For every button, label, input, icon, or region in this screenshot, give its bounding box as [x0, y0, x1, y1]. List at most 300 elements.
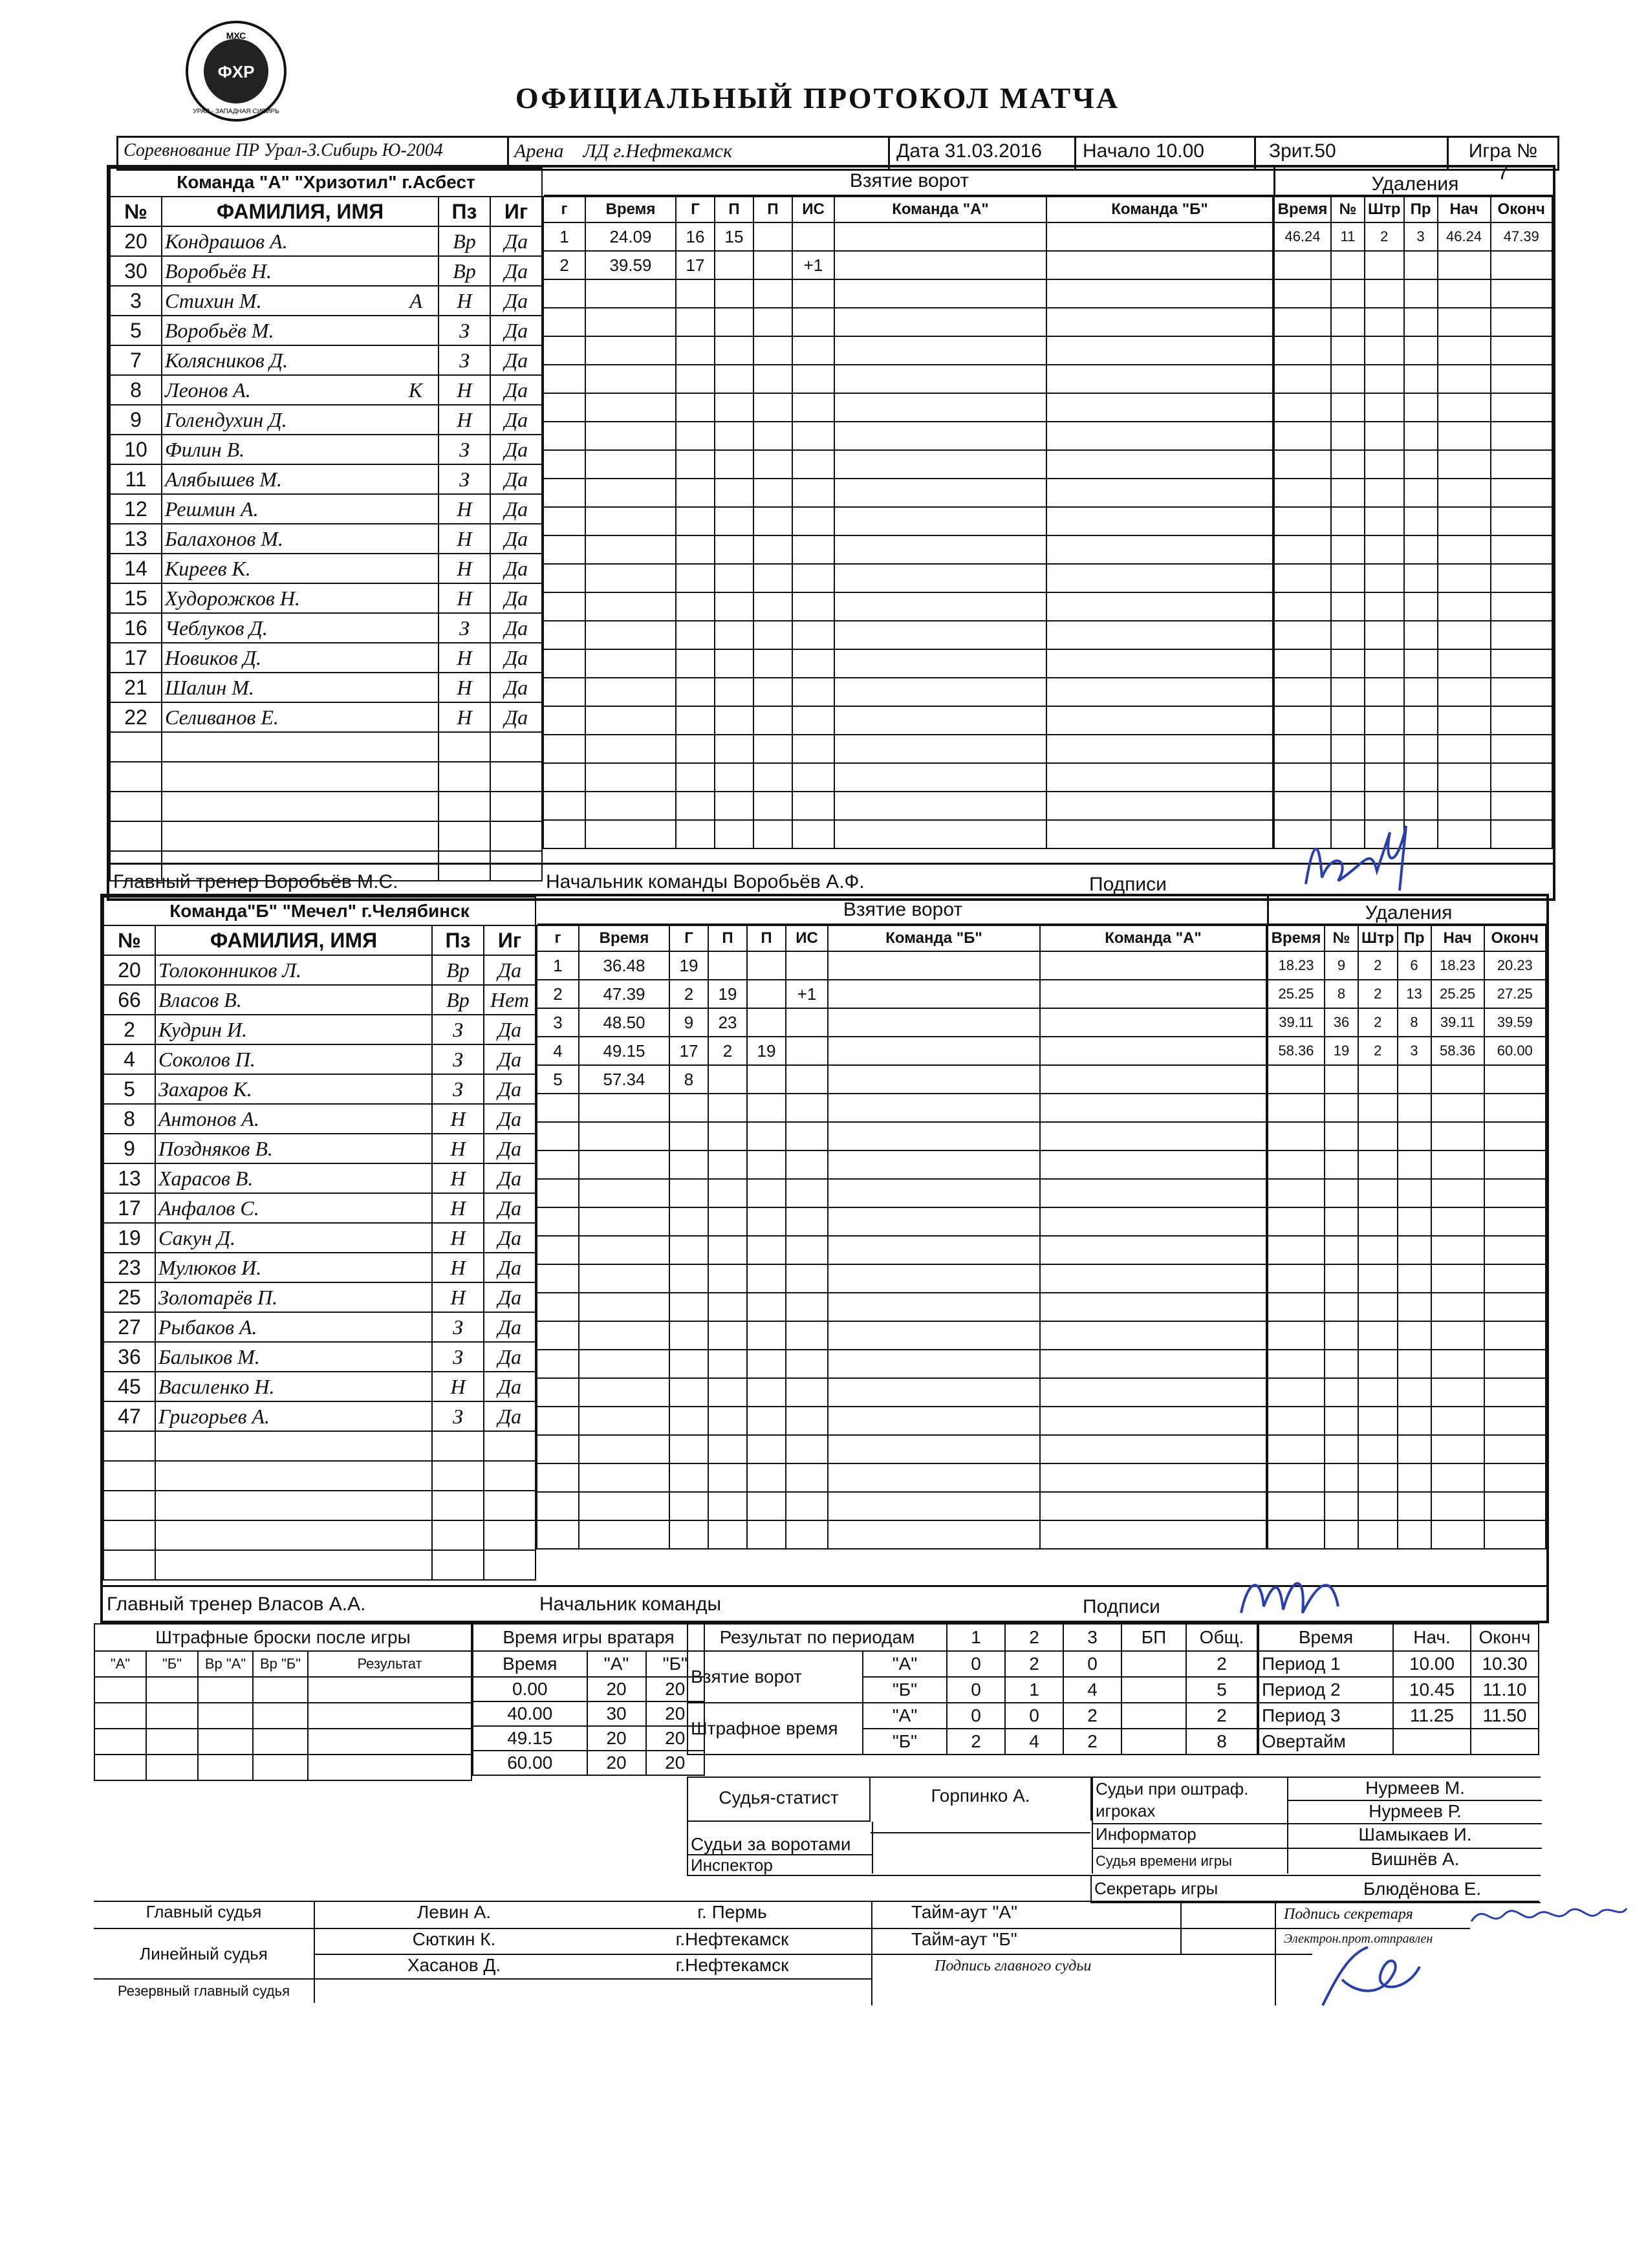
penalty-reason: [1398, 1520, 1431, 1549]
goal-p2: [753, 763, 792, 792]
player-name-text: Мулюков И.: [158, 1255, 262, 1279]
goal-g: [669, 1264, 708, 1293]
penalty-reason: [1398, 1065, 1431, 1094]
goal-time: [585, 592, 676, 621]
penalty-min: [1358, 1179, 1398, 1207]
goal-p1: [708, 1293, 747, 1321]
goal-p1: [715, 251, 753, 279]
pen-col-end: Оконч: [1484, 925, 1546, 951]
penalty-row: [1274, 592, 1552, 621]
goal-g: [676, 621, 715, 649]
penalty-row: [1268, 1350, 1546, 1378]
timekeeper-label: Судья времени игры: [1096, 1853, 1232, 1869]
penalty-min: 2: [1358, 951, 1398, 980]
player-position: Н: [439, 494, 490, 524]
penalty-row: [1274, 678, 1552, 706]
goal-col-assist2: П: [747, 925, 786, 951]
penalty-reason: [1398, 1179, 1431, 1207]
pim-row-label: Штрафное время: [688, 1703, 863, 1755]
penalty-start: [1431, 1094, 1484, 1122]
goal-p1: [715, 393, 753, 422]
goal-p2: [747, 1236, 786, 1264]
period-cell: [1121, 1729, 1186, 1755]
player-position: З: [432, 1312, 484, 1342]
goal-team-right: [1040, 1435, 1266, 1463]
period-cell: [1121, 1703, 1186, 1729]
penalty-end: [1491, 735, 1552, 763]
goal-is: [792, 792, 834, 820]
player-position: З: [439, 345, 490, 375]
goal-p1: [715, 792, 753, 820]
penalty-end: [1491, 450, 1552, 479]
goalie-cell: 40.00: [473, 1701, 587, 1726]
goal-p1: [708, 1264, 747, 1293]
player-name: [162, 821, 439, 851]
roster-row: [103, 1461, 536, 1491]
penalty-end: [1484, 1435, 1546, 1463]
goal-p1: [708, 1520, 747, 1549]
goal-time: 24.09: [585, 222, 676, 251]
shootout-col-a: "А": [94, 1651, 146, 1677]
ref-line-1: [315, 1928, 871, 1929]
timekeeper-value: Вишнёв А.: [1370, 1849, 1460, 1869]
roster-row: [103, 1312, 536, 1342]
player-name-text: Сакун Д.: [158, 1226, 235, 1249]
penalty-num: [1331, 792, 1365, 820]
player-position: З: [439, 613, 490, 643]
penalty-row: [1274, 365, 1552, 393]
goal-team-right: [1040, 1293, 1266, 1321]
goal-p2: [753, 279, 792, 308]
goal-g: [669, 1207, 708, 1236]
penalty-row: [1268, 1008, 1546, 1037]
captain-mark: А: [409, 288, 422, 312]
goal-p2: [747, 1150, 786, 1179]
goal-team-left: [834, 735, 1046, 763]
goal-g: [543, 279, 585, 308]
goal-g: [543, 450, 585, 479]
period-results-table: [687, 1623, 1258, 1755]
roster-row: [103, 1431, 536, 1461]
player-number: [103, 1520, 155, 1550]
roster-row: [110, 673, 542, 702]
penalty-time: [1268, 1179, 1325, 1207]
goalie-cell: 20: [587, 1677, 646, 1701]
goal-p1: [715, 507, 753, 535]
roster-row: [110, 345, 542, 375]
penalty-num: [1325, 1122, 1358, 1150]
player-name: [162, 226, 439, 256]
penalty-start: [1431, 1463, 1484, 1492]
roster-row: [103, 1074, 536, 1104]
goal-team-right: [1046, 279, 1273, 308]
goal-time: [585, 649, 676, 678]
penalty-num: [1325, 1435, 1358, 1463]
player-played: [484, 1491, 536, 1520]
penalty-row: [1268, 1150, 1546, 1179]
player-number: 25: [103, 1282, 155, 1312]
goal-g: [669, 1122, 708, 1150]
goal-time: [579, 1463, 669, 1492]
col-played: Иг: [490, 197, 542, 226]
penalty-min: [1358, 1207, 1398, 1236]
penalty-time: [1274, 792, 1331, 820]
goal-is: [786, 1520, 828, 1549]
goal-is: [786, 1150, 828, 1179]
goal-g: 16: [676, 222, 715, 251]
goal-p2: [747, 951, 786, 980]
goal-team-left: [834, 222, 1046, 251]
penalty-num: [1331, 507, 1365, 535]
penalty-time: [1268, 1378, 1325, 1407]
goal-row: [543, 763, 1273, 792]
goal-p1: [708, 1179, 747, 1207]
roster-row: [110, 613, 542, 643]
goal-g: [537, 1293, 579, 1321]
goal-p2: [753, 336, 792, 365]
pen-col-min: Штр: [1365, 197, 1404, 222]
goal-team-left: [828, 1236, 1040, 1264]
player-position: Вр: [439, 256, 490, 286]
goal-team-right: [1040, 1321, 1266, 1350]
penalty-min: [1365, 365, 1404, 393]
penalty-min: [1365, 393, 1404, 422]
player-name-text: Власов В.: [158, 988, 242, 1011]
goal-g: 3: [537, 1008, 579, 1037]
player-played: Да: [484, 1044, 536, 1074]
goal-p2: [747, 1407, 786, 1435]
goal-time: [579, 1378, 669, 1407]
player-name-text: Колясников Д.: [165, 348, 288, 372]
player-number: 17: [110, 643, 162, 673]
goal-g: 5: [537, 1065, 579, 1094]
goal-is: [786, 1008, 828, 1037]
goal-g: [676, 706, 715, 735]
player-played: Да: [490, 524, 542, 554]
player-name-text: Голендухин Д.: [165, 407, 287, 431]
player-number: 15: [110, 583, 162, 613]
player-played: Да: [484, 1104, 536, 1134]
goalie-cell: 20: [646, 1726, 704, 1751]
penalty-reason: [1404, 393, 1438, 422]
sign-line: [1276, 1928, 1470, 1929]
player-position: [432, 1431, 484, 1461]
penalty-num: 11: [1331, 222, 1365, 251]
player-played: Да: [484, 955, 536, 985]
penalty-start: [1438, 365, 1491, 393]
goal-time: [585, 735, 676, 763]
goal-is: [792, 279, 834, 308]
player-number: 17: [103, 1193, 155, 1223]
penalty-end: [1484, 1492, 1546, 1520]
player-played: Да: [484, 1134, 536, 1163]
goal-col-team-a: Команда "А": [1040, 925, 1266, 951]
player-number: 9: [103, 1134, 155, 1163]
goal-g: [676, 820, 715, 848]
player-position: З: [439, 316, 490, 345]
penalty-reason: [1404, 621, 1438, 649]
player-name: [155, 1431, 432, 1461]
goal-is: [786, 1094, 828, 1122]
player-name: [162, 375, 439, 405]
penalty-num: [1331, 621, 1365, 649]
goal-g: [669, 1435, 708, 1463]
team-b-penalties-table: [1267, 925, 1546, 1550]
goal-p2: [753, 308, 792, 336]
player-name: [155, 955, 432, 985]
penalty-row: [1274, 763, 1552, 792]
penalty-min: [1365, 279, 1404, 308]
player-name: [162, 345, 439, 375]
player-number: 14: [110, 554, 162, 583]
player-name-text: Стихин М.: [165, 288, 262, 312]
goal-p1: [708, 951, 747, 980]
goal-team-right: [1046, 336, 1273, 365]
player-name-text: Соколов П.: [158, 1047, 255, 1071]
penalty-reason: [1404, 450, 1438, 479]
pen-col-num: №: [1331, 197, 1365, 222]
player-number: [103, 1491, 155, 1520]
player-number: 20: [110, 226, 162, 256]
penalty-end: [1484, 1065, 1546, 1094]
goal-time: [585, 706, 676, 735]
goal-row: [543, 621, 1273, 649]
goal-row: [537, 1293, 1266, 1321]
penalty-min: 2: [1365, 222, 1404, 251]
period-time-label: Овертайм: [1259, 1729, 1393, 1755]
penalty-end: [1491, 763, 1552, 792]
player-name-text: Кондрашов А.: [165, 229, 288, 253]
goal-team-right: [1040, 1463, 1266, 1492]
penalty-row: [1274, 649, 1552, 678]
goal-g: [543, 308, 585, 336]
player-name: [155, 1520, 432, 1550]
penalty-min: [1358, 1094, 1398, 1122]
goal-p1: [708, 1150, 747, 1179]
roster-row: [103, 1491, 536, 1520]
goal-judges-label: Судьи за воротами: [688, 1822, 873, 1855]
player-played: Да: [490, 226, 542, 256]
goal-row: [543, 479, 1273, 507]
goal-team-left: [828, 1350, 1040, 1378]
goal-g: [543, 706, 585, 735]
goal-p2: [753, 792, 792, 820]
goal-p1: [715, 820, 753, 848]
goal-time: [585, 507, 676, 535]
penalty-time: [1274, 365, 1331, 393]
goalie-row: [473, 1677, 704, 1701]
goal-team-left: [834, 365, 1046, 393]
penalty-num: 19: [1325, 1037, 1358, 1065]
goal-team-left: [828, 1435, 1040, 1463]
goal-team-left: [834, 792, 1046, 820]
goal-p1: [715, 621, 753, 649]
period-cell: 8: [1186, 1729, 1257, 1755]
penalty-time: [1274, 706, 1331, 735]
goal-col-scorer: Г: [669, 925, 708, 951]
penalty-end: [1484, 1236, 1546, 1264]
penalty-start: [1438, 592, 1491, 621]
goal-time: [579, 1150, 669, 1179]
period-cell: 2: [1005, 1651, 1063, 1677]
penalty-row: [1268, 1378, 1546, 1407]
logo-bottom-text: УРАЛ - ЗАПАДНАЯ СИБИРЬ: [193, 108, 279, 115]
penalty-min: [1365, 450, 1404, 479]
goal-p1: [715, 422, 753, 450]
goal-is: [792, 308, 834, 336]
player-name: [155, 1163, 432, 1193]
period-col-3: 3: [1063, 1624, 1121, 1651]
secretary-signature: [1465, 1895, 1633, 1934]
player-number: 13: [110, 524, 162, 554]
player-name-text: Харасов В.: [158, 1166, 254, 1190]
penalty-min: [1358, 1122, 1398, 1150]
penalty-end: [1484, 1350, 1546, 1378]
player-played: Да: [490, 435, 542, 464]
player-played: Да: [490, 375, 542, 405]
penalty-reason: [1398, 1350, 1431, 1378]
goal-row: [537, 1492, 1266, 1520]
goal-g: [669, 1150, 708, 1179]
period-cell: 0: [947, 1651, 1005, 1677]
period-cell: 4: [1063, 1677, 1121, 1703]
goal-time: 39.59: [585, 251, 676, 279]
penalty-start: [1438, 564, 1491, 592]
player-played: Да: [490, 643, 542, 673]
roster-row: [103, 1372, 536, 1401]
player-position: З: [439, 435, 490, 464]
penalty-num: [1331, 365, 1365, 393]
goal-p2: [753, 479, 792, 507]
goal-time: 36.48: [579, 951, 669, 980]
player-name: [155, 1223, 432, 1253]
goal-time: [585, 564, 676, 592]
goal-team-left: [828, 1407, 1040, 1435]
penalty-reason: 13: [1398, 980, 1431, 1008]
goal-g: [543, 763, 585, 792]
player-number: 16: [110, 613, 162, 643]
goal-g: [676, 308, 715, 336]
player-position: [432, 1550, 484, 1580]
penalty-start: [1438, 706, 1491, 735]
penalty-min: [1358, 1435, 1398, 1463]
penalty-min: [1365, 735, 1404, 763]
player-number: 45: [103, 1372, 155, 1401]
goal-g: 17: [669, 1037, 708, 1065]
goal-row: [537, 1065, 1266, 1094]
goal-is: [786, 1065, 828, 1094]
goal-is: [792, 365, 834, 393]
goal-team-left: [834, 507, 1046, 535]
player-position: Н: [439, 554, 490, 583]
penalty-min: [1358, 1321, 1398, 1350]
goal-g: [537, 1207, 579, 1236]
team-a-section: [107, 165, 1555, 901]
player-name: [155, 1282, 432, 1312]
goal-p1: [708, 1378, 747, 1407]
penalty-time: [1268, 1122, 1325, 1150]
goal-p2: [747, 1463, 786, 1492]
goal-team-left: [834, 450, 1046, 479]
penalty-reason: [1404, 422, 1438, 450]
goal-team-right: [1046, 706, 1273, 735]
player-played: Да: [484, 1342, 536, 1372]
player-name: [155, 1104, 432, 1134]
goal-is: [786, 1293, 828, 1321]
player-played: [484, 1431, 536, 1461]
goal-g: [537, 1179, 579, 1207]
reserve-referee-label: Резервный главный судья: [94, 1980, 315, 2003]
goal-g: [537, 1321, 579, 1350]
goal-g: [669, 1378, 708, 1407]
player-name-text: Захаров К.: [158, 1077, 252, 1101]
goal-g: [676, 336, 715, 365]
period-time-end: 11.50: [1471, 1703, 1539, 1729]
goal-team-left: [828, 1150, 1040, 1179]
player-played: Нет: [484, 985, 536, 1015]
player-position: [432, 1491, 484, 1520]
goals-row-label: Взятие ворот: [688, 1651, 863, 1703]
penalty-reason: [1404, 535, 1438, 564]
penalty-judges-label: Судьи при оштраф. игроках: [1093, 1778, 1287, 1824]
goal-p2: [747, 1492, 786, 1520]
team-b-roster: [103, 896, 536, 1581]
goalie-row: [473, 1751, 704, 1775]
penalty-start: [1431, 1264, 1484, 1293]
goal-team-left: [834, 308, 1046, 336]
player-played: Да: [490, 702, 542, 732]
roster-row: [103, 1015, 536, 1044]
player-name-text: Василенко Н.: [158, 1374, 275, 1398]
penalty-num: [1331, 308, 1365, 336]
goal-team-left: [834, 763, 1046, 792]
penalty-row: [1268, 1122, 1546, 1150]
goalie-cell: 20: [646, 1677, 704, 1701]
player-number: 30: [110, 256, 162, 286]
player-position: Н: [432, 1282, 484, 1312]
penalty-row: [1268, 1321, 1546, 1350]
goal-team-right: [1046, 678, 1273, 706]
penalty-time: [1274, 422, 1331, 450]
player-name: [162, 286, 439, 316]
penalty-end: 39.59: [1484, 1008, 1546, 1037]
goal-team-right: [1040, 1008, 1266, 1037]
goal-g: [537, 1378, 579, 1407]
player-played: [490, 732, 542, 762]
goalie-time-table: [472, 1623, 705, 1776]
penalty-num: [1331, 251, 1365, 279]
shootout-col-gk-a: Вр "А": [198, 1651, 253, 1677]
penalty-time: [1268, 1207, 1325, 1236]
penalty-start: [1431, 1520, 1484, 1549]
roster-row: [110, 732, 542, 762]
goal-g: [537, 1264, 579, 1293]
goal-is: [786, 1179, 828, 1207]
player-position: Н: [439, 702, 490, 732]
goal-p1: [715, 535, 753, 564]
player-played: Да: [484, 1282, 536, 1312]
player-position: [439, 821, 490, 851]
penalty-min: [1358, 1293, 1398, 1321]
roster-row: [110, 524, 542, 554]
col-num: №: [110, 197, 162, 226]
goal-p1: [715, 678, 753, 706]
roster-row: [110, 494, 542, 524]
penalty-end: [1484, 1094, 1546, 1122]
goal-g: [669, 1350, 708, 1378]
team-a-coach: Главный тренер Воробьёв М.С.: [113, 871, 398, 892]
penalty-time: [1268, 1293, 1325, 1321]
